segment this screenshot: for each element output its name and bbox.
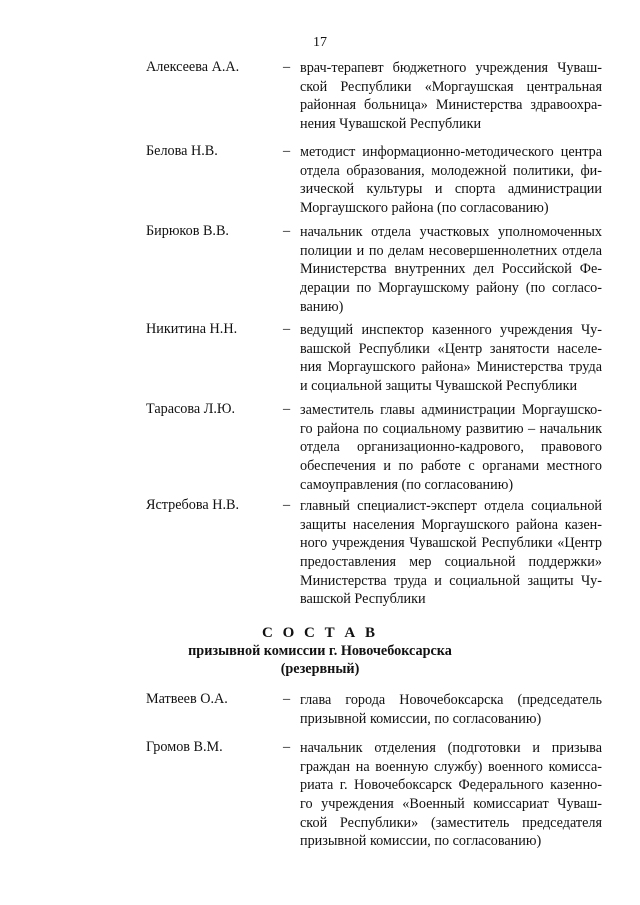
position-line: ванию) — [300, 298, 344, 315]
position-line: Министерства внутренних дел Российской Фе- — [300, 261, 602, 278]
member-name: Громов В.М. — [146, 739, 223, 755]
position-line: обеспечения и по работе с органами местного — [300, 458, 602, 475]
member-name: Бирюков В.В. — [146, 223, 229, 239]
position-line: глава города Новочебоксарска (председатель — [300, 692, 602, 708]
position-line: ской Республики «Моргаушская центральная — [300, 78, 602, 95]
position-line: самоуправления (по согласованию) — [300, 476, 514, 493]
position-line: зической культуры и спорта администрации — [300, 181, 602, 198]
member-position — [300, 223, 602, 316]
member-name: Алексеева А.А. — [146, 59, 240, 75]
member-position — [300, 321, 602, 396]
position-line: полиции и по делам несовершеннолетних отдела — [300, 242, 602, 259]
position-line: нения Чувашской Республики — [300, 116, 482, 133]
position-line: вашской Республики — [300, 591, 426, 608]
position-line: методист информационно-методического центра — [300, 144, 602, 160]
position-line: врач-терапевт бюджетного учреждения Чуваш- — [300, 60, 602, 76]
section-heading — [0, 624, 640, 678]
position-line: предоставления мер социальной поддержки» — [300, 554, 602, 571]
section-subtitle: призывной комиссии г. Новочебоксарска — [188, 643, 452, 659]
member-position — [300, 497, 602, 609]
position-line: отдела образования, молодежной политики, фи- — [300, 162, 602, 179]
position-line: Моргаушского района (по согласованию) — [300, 200, 549, 217]
position-line: ведущий инспектор казенного учреждения Чу- — [300, 322, 602, 338]
position-line: призывной комиссии, по согласованию) — [300, 833, 542, 850]
dash-separator: – — [283, 497, 291, 513]
member-name: Никитина Н.Н. — [146, 321, 238, 337]
position-line: граждан на военную службу) военного комисса- — [300, 758, 602, 775]
position-line: и социальной защиты Чувашской Республики — [300, 378, 578, 395]
section-note: (резервный) — [280, 661, 360, 677]
position-line: отдела организационно-кадрового, правового — [300, 439, 602, 456]
position-line: ния Моргаушского района» Министерства труда — [300, 359, 602, 376]
dash-separator: – — [283, 223, 291, 239]
dash-separator: – — [283, 401, 291, 417]
dash-separator: – — [283, 739, 291, 755]
dash-separator: – — [283, 59, 291, 75]
position-line: вашской Республики «Центр занятости населе- — [300, 340, 602, 357]
position-line: Министерства труда и социальной защиты Чу- — [300, 572, 602, 589]
member-position — [300, 401, 602, 494]
position-line: заместитель главы администрации Моргаушско- — [300, 402, 602, 418]
section-title: С О С Т А В — [262, 625, 378, 641]
position-line: го учреждения «Военный комиссариат Чуваш- — [300, 796, 602, 813]
position-line: дерации по Моргаушскому району (по согласо- — [300, 280, 602, 297]
member-position — [300, 739, 602, 851]
member-position — [300, 143, 602, 218]
position-line: ской Республики» (заместитель председателя — [300, 814, 602, 831]
member-position — [300, 691, 602, 728]
dash-separator: – — [283, 691, 291, 707]
page-number: 17 — [313, 35, 327, 50]
position-line: защиты населения Моргаушского района казен- — [300, 516, 602, 533]
dash-separator: – — [283, 143, 291, 159]
position-line: призывной комиссии, по согласованию) — [300, 710, 542, 727]
position-line: ного учреждения Чувашской Республики «Центр — [300, 535, 602, 552]
member-name: Тарасова Л.Ю. — [146, 401, 236, 417]
position-line: начальник отдела участковых уполномоченных — [300, 224, 602, 240]
member-position — [300, 59, 602, 134]
position-line: начальник отделения (подготовки и призыва — [300, 740, 602, 756]
position-line: риата г. Новочебоксарск Федерального казенно- — [300, 777, 602, 794]
position-line: го района по социальному развитию – начальник — [300, 420, 602, 437]
dash-separator: – — [283, 321, 291, 337]
member-name: Ястребова Н.В. — [146, 497, 239, 513]
position-line: районная больница» Министерства здравоохра- — [300, 97, 602, 114]
member-name: Матвеев О.А. — [146, 691, 228, 707]
position-line: главный специалист-эксперт отдела социальной — [300, 498, 602, 514]
member-name: Белова Н.В. — [146, 143, 218, 159]
